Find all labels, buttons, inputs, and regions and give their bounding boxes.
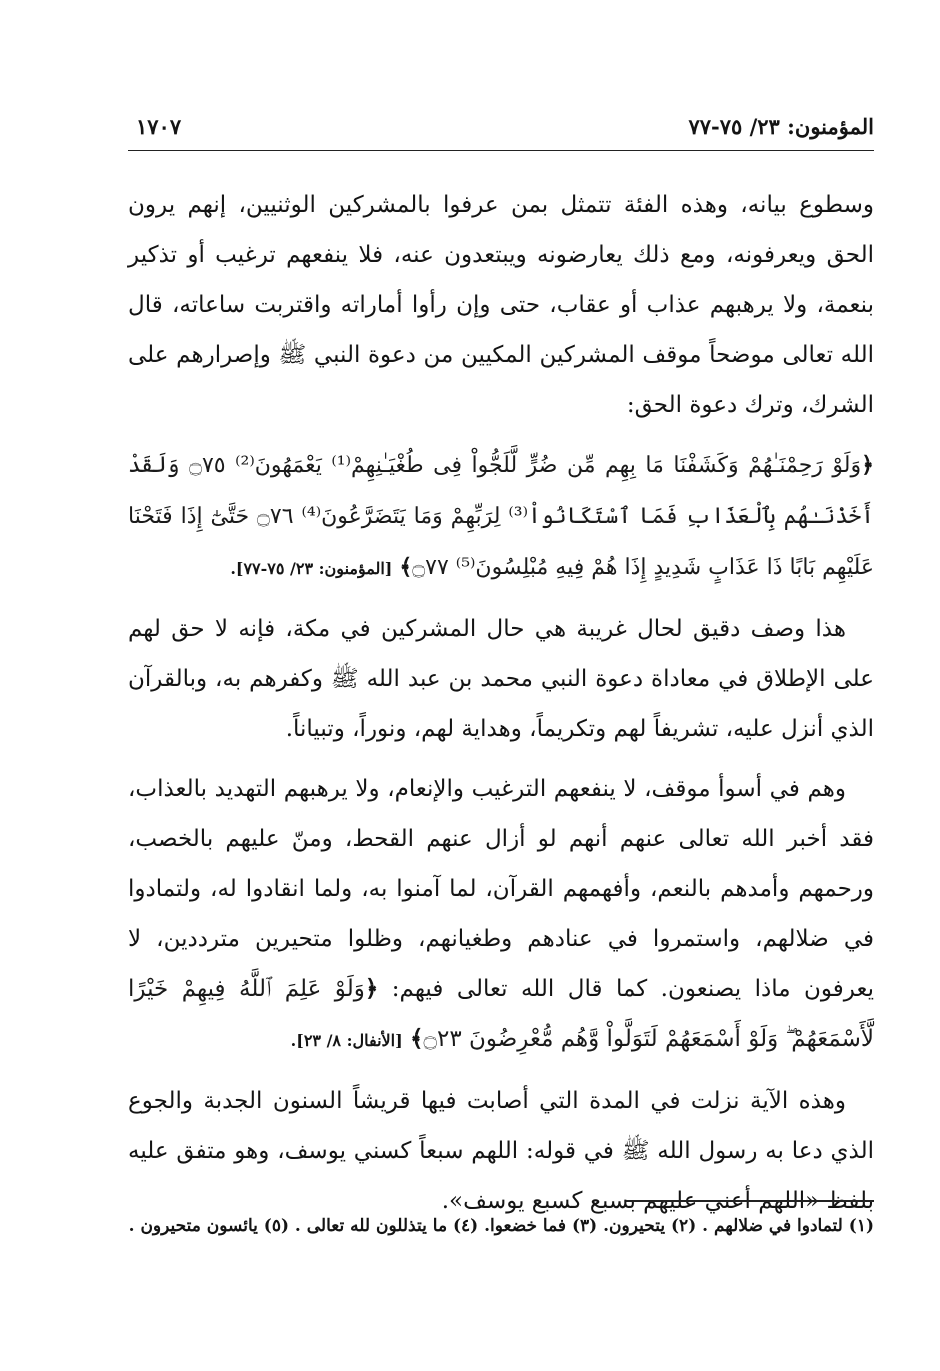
page-header	[128, 110, 874, 150]
paragraph-3	[128, 764, 874, 1066]
verse-2-open-bracket: ﴿	[364, 975, 379, 1002]
page-body	[128, 180, 874, 1236]
quran-verse-block	[128, 440, 874, 594]
verse-2-reference: [الأنفال: ٨/ ٢٣].	[290, 1031, 403, 1050]
header-rule	[128, 150, 874, 151]
paragraph-2: هذا وصف دقيق لحال غريبة هي حال المشركين في مكة، فإنه لا حق لهم على الإطلاق في معاداة دعوة النبي محمد بن عبد الله ﷺ وكفرهم به، وبالقرآن الذي أنزل عليه، تشريفاً لهم وتكريماً، وهداية لهم، ونوراً، وتبياناً.	[128, 616, 874, 742]
running-head: المؤمنون: ٢٣/ ٧٥-٧٧	[688, 114, 874, 139]
verse-reference: [المؤمنون: ٢٣/ ٧٥-٧٧].	[230, 559, 393, 578]
quran-verse-2-text: وَلَوْ عَلِمَ ٱللَّهُ فِيهِمْ خَيْرًا لَّأَسْمَعَهُمْ ۖ وَلَوْ أَسْمَعَهُمْ لَتَوَلَّواْ وَّهُم مُّعْرِضُونَ ۝٢٣	[128, 976, 874, 1052]
verse-close-bracket: ﴾	[399, 554, 413, 580]
footnotes: (١) لتمادوا في ضلالهم . (٢) يتحيرون. (٣) فما خضعوا. (٤) ما يتذللون لله تعالى . (٥) يائسون متحيرون .	[128, 1216, 874, 1236]
paragraph-4: وهذه الآية نزلت في المدة التي أصابت فيها قريشاً السنون الجدبة والجوع الذي دعا به رسول الله ﷺ في قوله: اللهم سبعاً كسني يوسف، وهو متفق عليه بلفظ «اللهم أعني عليهم بسبع كسبع يوسف».	[128, 1088, 874, 1214]
quran-verse-text: وَلَوْ رَحِمْنَـٰهُمْ وَكَشَفْنَا مَا بِهِم مِّن ضُرٍّ لَّلَجُّواْ فِى طُغْيَـٰنِهِمْ⁽¹⁾ يَعْمَهُونَ⁽²⁾ ۝٧٥ وَلَقَدْ أَخَذْنَـٰهُم بِٱلْعَذَابِ فَمَا ٱسْتَكَانُواْ⁽³⁾ لِرَبِّهِمْ وَمَا يَتَضَرَّعُونَ⁽⁴⁾ ۝٧٦ حَتَّىٰٓ إِذَا فَتَحْنَا عَلَيْهِم بَابًا ذَا عَذَابٍ شَدِيدٍ إِذَا هُمْ فِيهِ مُبْلِسُونَ⁽⁵⁾ ۝٧٧	[128, 453, 874, 580]
paragraph-3-text: وهم في أسوأ موقف، لا ينفعهم الترغيب والإنعام، ولا يرهبهم التهديد بالعذاب، فقد أخبر الله تعالى عنهم أنهم لو أزال عنهم القحط، ومنّ عليهم بالخصب، ورحمهم وأمدهم بالنعم، وأفهمهم القرآن، لما آمنوا به، ولما انقادوا له، ولتمادوا في ضلالهم، واستمروا في عنادهم وطغيانهم، وظلوا متحيرين مترددين، لا يعرفون ماذا يصنعون. كما قال الله تعالى فيهم:	[128, 776, 874, 1002]
footnote-rule	[626, 1200, 874, 1202]
verse-2-close-bracket: ﴾	[410, 1025, 424, 1052]
page-number: ١٧٠٧	[136, 114, 182, 139]
paragraph-1: وسطوع بيانه، وهذه الفئة تتمثل بمن عرفوا بالمشركين الوثنيين، إنهم يرون الحق ويعرفونه، ومع ذلك يعارضونه ويبتعدون عنه، فلا ينفعهم ترغيب أو تذكير بنعمة، ولا يرهبهم عذاب أو عقاب، حتى وإن رأوا أماراته واقتربت ساعاته، قال الله تعالى موضحاً موقف المشركين المكيين من دعوة النبي ﷺ وإصرارهم على الشرك، وترك دعوة الحق:	[128, 192, 874, 418]
verse-open-bracket: ﴿	[861, 452, 874, 478]
